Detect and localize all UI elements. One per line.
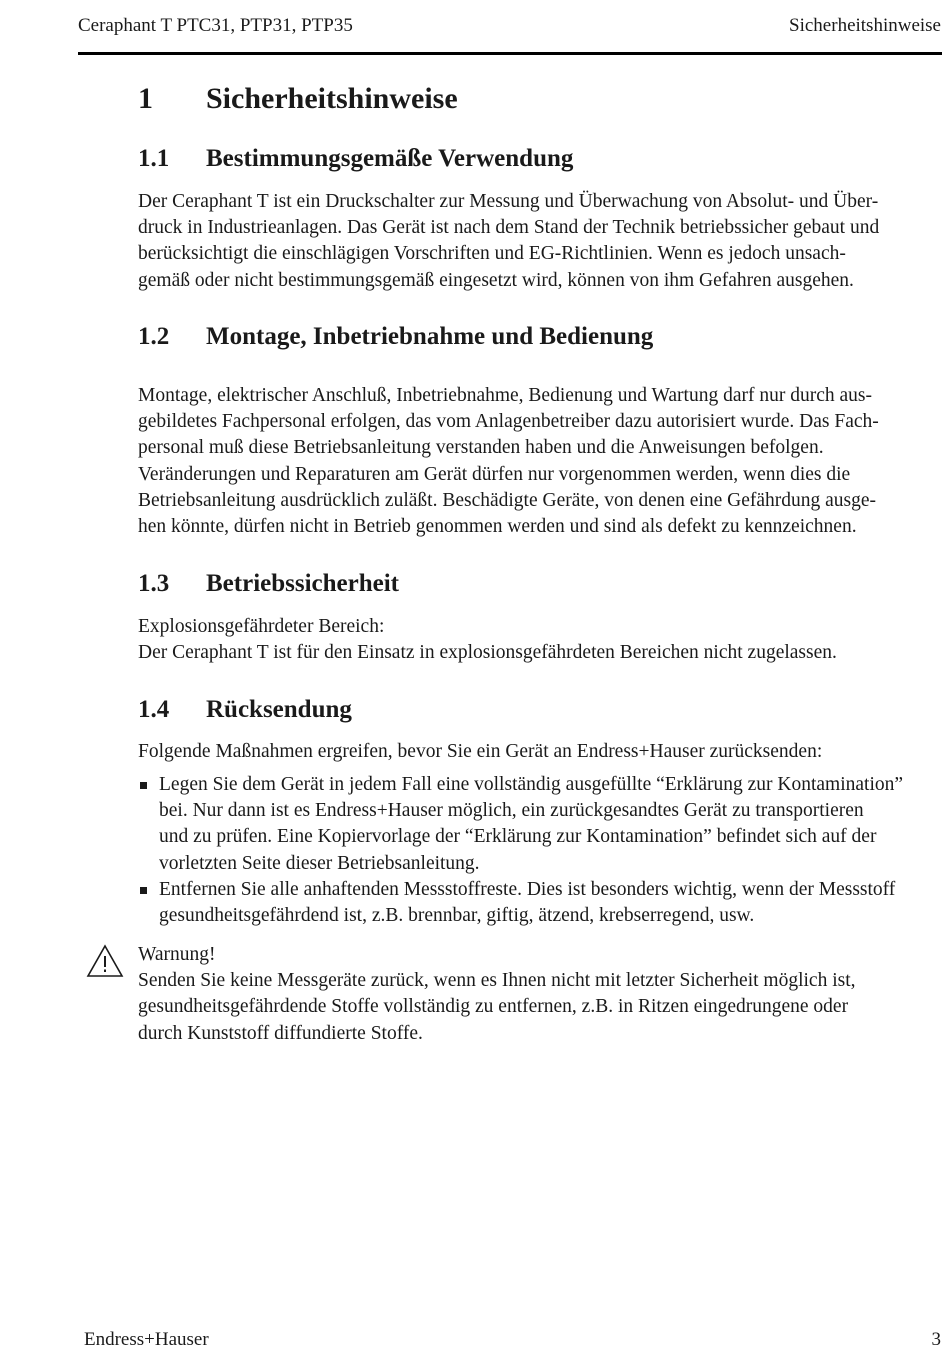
section-1-4-intro [138,739,938,765]
section-title: Rücksendung [206,696,352,723]
text-line: gemäß oder nicht bestimmungsgemäß eingesetzt wird, können von ihm Gefahren ausgehen. [138,269,854,291]
text-line: Entfernen Sie alle anhaftenden Messstoffreste. Dies ist besonders wichtig, wenn der Messstoff [159,878,896,900]
chapter-number: 1 [138,82,153,115]
text-line: Folgende Maßnahmen ergreifen, bevor Sie ein Gerät an Endress+Hauser zurücksenden: [138,741,823,762]
section-heading-1-4 [138,694,352,726]
text-line: personal muß diese Betriebsanleitung verstanden haben und die Anweisungen befolgen. [138,437,824,459]
text-line: hen könnte, dürfen nicht in Betrieb genommen werden und sind als defekt zu kennzeichnen. [138,516,857,538]
list-item [138,772,938,877]
return-measures-list [138,772,938,929]
section-title: Montage, Inbetriebnahme und Bedienung [206,323,654,350]
chapter-title: Sicherheitshinweise [206,82,458,115]
text-line: gesundheitsgefährdende Stoffe vollständig zu entfernen, z.B. in Ritzen eingedrungene oder [138,996,849,1018]
text-line: berücksichtigt die einschlägigen Vorschriften und EG-Richtlinien. Wenn es jedoch unsach- [138,243,846,265]
warning-title: Warnung! [138,944,216,965]
bullet-square-icon [140,887,147,894]
section-number: 1.1 [138,145,170,172]
text-line: gebildetes Fachpersonal erfolgen, das vom Anlagenbetreiber dazu autorisiert wurde. Das Fach- [138,411,879,433]
text-line: druck in Industrieanlagen. Das Gerät ist nach dem Stand der Technik betriebssicher gebaut und [138,217,880,239]
text-line: Veränderungen und Reparaturen am Gerät dürfen nur vorgenommen werden, wenn dies die [138,463,851,485]
warning-triangle-icon [86,944,124,978]
text-line: Senden Sie keine Messgeräte zurück, wenn es Ihnen nicht mit letzter Sicherheit möglich ist, [138,970,856,992]
chapter-heading [138,80,458,118]
section-number: 1.3 [138,570,170,597]
section-title: Bestimmungsgemäße Verwendung [206,145,574,172]
footer-company: Endress+Hauser [84,1329,209,1350]
text-line: gesundheitsgefährdend ist, z.B. brennbar, giftig, ätzend, krebserregend, usw. [159,905,755,927]
text-line: und zu prüfen. Eine Kopiervorlage der “Erklärung zur Kontamination” befindet sich auf der [159,826,877,848]
section-heading-1-3 [138,568,399,600]
section-1-2-paragraph [138,383,938,540]
text-line: Legen Sie dem Gerät in jedem Fall eine vollständig ausgefüllte “Erklärung zur Kontamination” [159,774,904,795]
page-number: 3 [931,1329,941,1350]
section-number: 1.2 [138,323,170,350]
list-item [138,877,938,929]
text-line: Der Ceraphant T ist ein Druckschalter zur Messung und Überwachung von Absolut- und Über- [138,191,879,212]
text-line: Explosionsgefährdeter Bereich: [138,616,385,637]
section-heading-1-2 [138,321,653,353]
header-chapter-name: Sicherheitshinweise [789,15,941,36]
section-1-3-paragraph [138,614,938,666]
header-document-title: Ceraphant T PTC31, PTP31, PTP35 [78,15,353,36]
section-title: Betriebssicherheit [206,570,400,597]
section-heading-1-1 [138,143,573,175]
bullet-square-icon [140,782,147,789]
section-1-1-paragraph [138,189,938,294]
text-line: durch Kunststoff diffundierte Stoffe. [138,1022,423,1044]
header-rule [78,52,942,55]
text-line: bei. Nur dann ist es Endress+Hauser möglich, ein zurückgesandtes Gerät zu transportieren [159,800,864,822]
text-line: vorletzten Seite dieser Betriebsanleitung. [159,852,480,874]
warning-block [138,942,938,1047]
section-number: 1.4 [138,696,170,723]
text-line: Betriebsanleitung ausdrücklich zuläßt. Beschädigte Geräte, von denen eine Gefährdung ausge- [138,489,877,511]
text-line: Montage, elektrischer Anschluß, Inbetriebnahme, Bedienung und Wartung darf nur durch aus- [138,385,872,406]
text-line: Der Ceraphant T ist für den Einsatz in explosionsgefährdeten Bereichen nicht zugelassen. [138,642,837,664]
